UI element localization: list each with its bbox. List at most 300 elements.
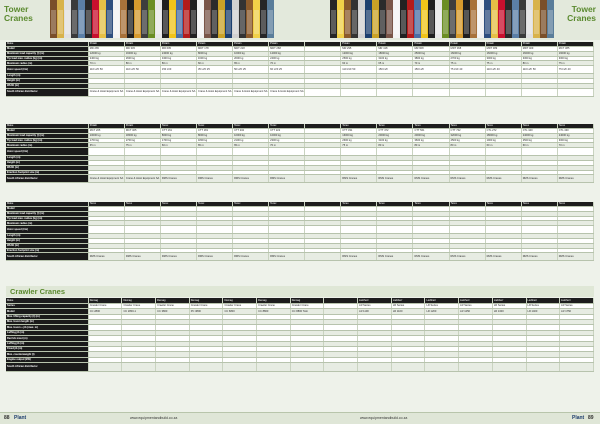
table-cell: 3100 kg: [377, 56, 413, 61]
crane-photo-strip-left: [50, 0, 274, 38]
table-cell: 24000 kg: [160, 51, 196, 56]
row-label: Derrick mast (m): [6, 336, 88, 341]
crane-photo-thumb: [267, 0, 274, 38]
table-cell: RMS Cranes: [88, 253, 124, 261]
table-cell: 8000 kg: [160, 133, 196, 138]
table-cell: LR Series: [526, 303, 560, 308]
row-label: South African distributor: [6, 253, 88, 261]
table-cell: MD 345: [124, 47, 160, 52]
column-header: Terex: [485, 124, 521, 129]
crane-photo-thumb: [155, 0, 162, 38]
crane-photo-thumb: [85, 0, 92, 38]
table-cell: 80 m: [413, 143, 449, 148]
table-cell: RMS Cranes: [341, 253, 377, 261]
table-cell: Crane & Hoist Equipment SA: [196, 88, 232, 96]
table-cell: 3400 kg: [160, 56, 196, 61]
table-cell: [413, 88, 449, 96]
table-cell: 70 m: [557, 143, 593, 148]
table-cell: 16000 kg: [485, 51, 521, 56]
table-cell: CTT 561: [413, 129, 449, 134]
column-header: Terex: [449, 124, 485, 129]
column-header: Terex: [233, 124, 269, 129]
table-cell: RMS Cranes: [196, 175, 232, 183]
table-cell: RMS Cranes: [341, 175, 377, 183]
tower-cranes-table-2: [6, 124, 594, 183]
crane-photo-thumb: [344, 0, 351, 38]
table-cell: [88, 226, 124, 234]
column-header: Terex: [341, 202, 377, 207]
table-cell: [521, 226, 557, 234]
crane-photo-thumb: [491, 0, 498, 38]
table-cell: 3000 kg: [557, 56, 593, 61]
table-cell: RMS Cranes: [485, 175, 521, 183]
table-cell: RMS Cranes: [521, 175, 557, 183]
table-cell: 10000 kg: [88, 133, 124, 138]
table-cell: 8000 kg: [196, 133, 232, 138]
column-header: Terex: [196, 124, 232, 129]
column-header: Liebherr: [391, 298, 425, 303]
table-cell: [425, 363, 459, 372]
table-cell: 2500 kg: [341, 56, 377, 61]
table-cell: 65 m: [233, 61, 269, 66]
table-cell: 75 LVF 40: [557, 66, 593, 74]
table-cell: [233, 148, 269, 156]
table-cell: [521, 88, 557, 96]
crane-photo-thumb: [484, 0, 491, 38]
row-label: Max. counterweight (t): [6, 352, 88, 357]
table-cell: [377, 88, 413, 96]
column-header: Potain: [413, 42, 449, 47]
table-cell: [305, 148, 341, 156]
table-cell: [449, 226, 485, 234]
table-cell: [377, 226, 413, 234]
table-cell: 80 m: [377, 143, 413, 148]
table-cell: 2400 kg: [269, 56, 305, 61]
row-label: Model: [6, 129, 88, 134]
row-label: Max. boom length (m): [6, 320, 88, 325]
table-cell: [124, 148, 160, 156]
table-cell: 20000 kg: [377, 133, 413, 138]
column-header: Potain: [377, 42, 413, 47]
table-cell: 65 m: [88, 143, 124, 148]
table-cell: [269, 226, 305, 234]
table-cell: Crawler Crane: [88, 303, 122, 308]
table-cell: RMS Cranes: [124, 253, 160, 261]
column-header: Potain: [449, 42, 485, 47]
table-cell: 12000 kg: [88, 51, 124, 56]
spec-table: [6, 42, 594, 97]
table-cell: [557, 226, 593, 234]
crane-photo-thumb: [127, 0, 134, 38]
table-cell: 1700 kg: [88, 138, 124, 143]
table-cell: 2600 kg: [124, 56, 160, 61]
table-cell: LR 1300: [492, 309, 526, 314]
table-cell: MDT 409: [521, 47, 557, 52]
table-cell: 65 m: [196, 143, 232, 148]
crane-photo-thumb: [365, 0, 372, 38]
column-header: Potain: [160, 42, 196, 47]
crane-photo-thumb: [211, 0, 218, 38]
row-label: Maximum radius (m): [6, 61, 88, 66]
row-label: Width (m): [6, 83, 88, 88]
table-cell: LR 1250: [459, 309, 493, 314]
table-cell: [521, 148, 557, 156]
column-header: Potain: [88, 42, 124, 47]
table-cell: [156, 363, 190, 372]
column-header: Terex: [377, 202, 413, 207]
table-cell: [449, 88, 485, 96]
table-cell: [269, 148, 305, 156]
table-cell: RMS Cranes: [269, 253, 305, 261]
table-cell: CC 8800: [257, 309, 291, 314]
crane-photo-thumb: [190, 0, 197, 38]
crane-photo-thumb: [351, 0, 358, 38]
table-cell: MDT 368: [449, 47, 485, 52]
column-header: Potain: [485, 42, 521, 47]
tower-cranes-table-3: [6, 202, 594, 261]
crane-photo-thumb: [435, 0, 442, 38]
row-label: Hoist speed (t/m): [6, 148, 88, 156]
table-cell: [413, 148, 449, 156]
table-cell: RMS Cranes: [521, 253, 557, 261]
crane-photo-thumb: [260, 0, 267, 38]
table-cell: 3600 kg: [413, 138, 449, 143]
table-cell: 10000 kg: [233, 51, 269, 56]
table-cell: 16000 kg: [124, 51, 160, 56]
footer-url-right[interactable]: www.equipmentandbuild.co.za: [360, 416, 408, 420]
row-label: Maximum radius (m): [6, 221, 88, 226]
table-row: [6, 226, 594, 234]
table-cell: [358, 363, 392, 372]
table-cell: CTT 202: [233, 129, 269, 134]
table-cell: Crawler Crane: [122, 303, 156, 308]
table-cell: LR 1200: [425, 309, 459, 314]
table-cell: CC 3800: [156, 309, 190, 314]
table-cell: Crawler Crane: [223, 303, 257, 308]
table-cell: CTT 702: [449, 129, 485, 134]
column-header: Terex: [269, 124, 305, 129]
table-cell: RMS Cranes: [160, 253, 196, 261]
column-header: Demag: [122, 298, 156, 303]
table-cell: 70 m: [88, 61, 124, 66]
table-cell: RMS Cranes: [557, 253, 593, 261]
table-row: [6, 175, 594, 183]
crane-photo-thumb: [519, 0, 526, 38]
table-cell: CTT 181: [196, 129, 232, 134]
tower-cranes-table-1: [6, 42, 594, 97]
table-cell: CTT 472: [377, 129, 413, 134]
row-label: Maximum load capacity (t) (m): [6, 51, 88, 56]
row-label: Erection footprint size (m): [6, 170, 88, 175]
row-label: Length (m): [6, 74, 88, 79]
table-cell: MR 418: [377, 47, 413, 52]
table-cell: 18000 kg: [377, 51, 413, 56]
table-cell: 10000 kg: [233, 133, 269, 138]
table-cell: 24000 kg: [521, 133, 557, 138]
table-cell: 75 m: [124, 143, 160, 148]
crane-photo-thumb: [148, 0, 155, 38]
column-header: Demag: [223, 298, 257, 303]
row-label: Max. boom + jib (max. m): [6, 325, 88, 330]
crane-photo-thumb: [141, 0, 148, 38]
row-label: Max. lifting capacity (t) (m): [6, 314, 88, 319]
row-label: South African distributor: [6, 363, 88, 372]
column-header: Terex: [485, 202, 521, 207]
table-cell: 3100 kg: [377, 138, 413, 143]
table-cell: CTT 222: [269, 129, 305, 134]
table-cell: 75 m: [485, 61, 521, 66]
table-cell: 60 m: [521, 143, 557, 148]
table-cell: 60 m: [160, 143, 196, 148]
table-cell: 70 m: [413, 61, 449, 66]
table-cell: 2400 kg: [88, 56, 124, 61]
table-row: [6, 88, 594, 96]
table-cell: LR Series: [358, 303, 392, 308]
table-cell: 75 m: [341, 143, 377, 148]
spec-table: [6, 124, 594, 183]
table-cell: 80 m: [160, 61, 196, 66]
table-cell: [124, 226, 160, 234]
crane-photo-thumb: [400, 0, 407, 38]
table-cell: 80 m: [521, 61, 557, 66]
crane-photo-thumb: [162, 0, 169, 38]
table-cell: [377, 148, 413, 156]
table-cell: Crane & Hoist Equipment SA: [269, 88, 305, 96]
column-header: Terex: [449, 202, 485, 207]
row-label: Luffing jib (m): [6, 341, 88, 346]
table-cell: 75 LVF 40: [449, 66, 485, 74]
table-cell: MR 295: [341, 47, 377, 52]
table-cell: 35 LVF 25: [196, 66, 232, 74]
table-cell: 1900 kg: [485, 138, 521, 143]
table-cell: [305, 66, 341, 74]
table-cell: [341, 226, 377, 234]
table-cell: [305, 88, 341, 96]
table-cell: CC 2800-1: [122, 309, 156, 314]
table-cell: 4500 kg: [449, 138, 485, 143]
row-label: Tip load max. radius (kg) (m): [6, 138, 88, 143]
table-cell: [485, 148, 521, 156]
table-cell: CTL 430: [557, 129, 593, 134]
table-cell: Crane & Hoist Equipment SA: [88, 175, 124, 183]
column-header: Terex: [521, 124, 557, 129]
table-cell: 150 LVF: [160, 66, 196, 74]
table-cell: LR Series: [492, 303, 526, 308]
table-cell: CC 8800 Twin: [290, 309, 324, 314]
table-cell: [160, 148, 196, 156]
table-cell: [305, 175, 341, 183]
crane-photo-thumb: [218, 0, 225, 38]
column-header: Demag: [156, 298, 190, 303]
table-cell: PC 3800: [189, 309, 223, 314]
table-cell: 2700 kg: [124, 138, 160, 143]
table-cell: 2700 kg: [449, 56, 485, 61]
table-cell: 18000 kg: [485, 133, 521, 138]
column-header: Potain: [196, 42, 232, 47]
table-cell: Crane & Hoist Equipment SA: [124, 88, 160, 96]
column-header: Liebherr: [459, 298, 493, 303]
row-label: Luffing jib (m): [6, 330, 88, 335]
crane-photo-thumb: [50, 0, 57, 38]
table-cell: RMS Cranes: [269, 175, 305, 183]
table-cell: [305, 253, 341, 261]
table-cell: 24000 kg: [557, 133, 593, 138]
row-label: Series: [6, 303, 88, 308]
column-header: Demag: [189, 298, 223, 303]
table-cell: 1800 kg: [196, 138, 232, 143]
table-cell: 3000 kg: [557, 138, 593, 143]
table-cell: LR Series: [391, 303, 425, 308]
table-cell: 75 m: [449, 61, 485, 66]
column-header: Terex: [557, 124, 593, 129]
table-cell: 60 LVF 25: [269, 66, 305, 74]
row-label: South African distributor: [6, 88, 88, 96]
section-title-tower-cranes-left: Tower Cranes: [4, 4, 33, 23]
row-label: Maximum radius (m): [6, 143, 88, 148]
table-cell: MDT 178: [196, 47, 232, 52]
column-header: Potain: [341, 42, 377, 47]
row-label: Height (m): [6, 79, 88, 84]
crane-photo-thumb: [232, 0, 239, 38]
crane-photo-thumb: [498, 0, 505, 38]
row-label: Model: [6, 47, 88, 52]
table-cell: Crane & Hoist Equipment SA: [88, 88, 124, 96]
table-cell: 25000 kg: [413, 51, 449, 56]
table-cell: MDT 218: [233, 47, 269, 52]
table-cell: CTT 331: [341, 129, 377, 134]
table-cell: 60 m: [196, 61, 232, 66]
row-label: Maximum load capacity (t) (m): [6, 133, 88, 138]
column-header: Make: [6, 42, 88, 47]
row-label: Width (m): [6, 165, 88, 170]
table-cell: Crawler Crane: [290, 303, 324, 308]
table-cell: LR 1100: [358, 309, 392, 314]
table-cell: RMS Cranes: [485, 253, 521, 261]
section-title-crawler-cranes: Crawler Cranes: [6, 286, 594, 297]
crane-photo-thumb: [505, 0, 512, 38]
column-header: Terex: [377, 124, 413, 129]
crane-photo-thumb: [414, 0, 421, 38]
table-cell: 3300 kg: [521, 56, 557, 61]
column-header: Terex: [557, 202, 593, 207]
crane-photo-thumb: [407, 0, 414, 38]
crane-photo-thumb: [71, 0, 78, 38]
table-cell: 20000 kg: [413, 133, 449, 138]
table-cell: CTT 161: [160, 129, 196, 134]
table-cell: 80 m: [124, 61, 160, 66]
table-cell: 16000 kg: [341, 133, 377, 138]
table-cell: 110 LVF 50: [88, 66, 124, 74]
crane-photo-thumb: [64, 0, 71, 38]
table-cell: Crane & Hoist Equipment SA: [160, 88, 196, 96]
table-cell: LR Series: [560, 303, 594, 308]
column-header: Demag: [257, 298, 291, 303]
row-label: Tip load max. radius (kg) (m): [6, 56, 88, 61]
table-cell: [485, 226, 521, 234]
column-header: Terex: [413, 202, 449, 207]
column-header: Make: [6, 124, 88, 129]
table-cell: [341, 148, 377, 156]
table-cell: 16000 kg: [557, 51, 593, 56]
crane-photo-thumb: [204, 0, 211, 38]
column-header: Make: [6, 298, 88, 303]
crane-photo-thumb: [470, 0, 477, 38]
table-cell: LR 1160: [391, 309, 425, 314]
table-cell: RMS Cranes: [196, 253, 232, 261]
table-cell: 60 m: [485, 143, 521, 148]
footer: [0, 412, 600, 424]
column-header: Potain: [269, 42, 305, 47]
spec-table: [6, 202, 594, 261]
table-cell: 70 m: [269, 143, 305, 148]
table-cell: Crawler Crane: [156, 303, 190, 308]
table-cell: [557, 148, 593, 156]
table-cell: LR 1400: [526, 309, 560, 314]
row-label: Tip load max. radius (kg) (m): [6, 216, 88, 221]
table-cell: 16000 kg: [449, 51, 485, 56]
row-label: Maximum load capacity (t) (m): [6, 211, 88, 216]
column-header: Potain: [521, 42, 557, 47]
crane-photo-thumb: [99, 0, 106, 38]
crane-photo-thumb: [421, 0, 428, 38]
crane-photo-thumb: [169, 0, 176, 38]
table-cell: [122, 363, 156, 372]
table-row: [6, 253, 594, 261]
table-cell: MR 608: [413, 47, 449, 52]
row-label: Fixed jib (m): [6, 347, 88, 352]
column-header: Potain: [124, 124, 160, 129]
crane-photo-thumb: [512, 0, 519, 38]
crane-photo-thumb: [533, 0, 540, 38]
crane-photo-thumb: [330, 0, 337, 38]
row-label: Model: [6, 207, 88, 212]
column-header: Terex: [196, 202, 232, 207]
column-header: Liebherr: [492, 298, 526, 303]
footer-url-left[interactable]: www.equipmentandbuild.co.za: [130, 416, 178, 420]
table-cell: [88, 363, 122, 372]
table-cell: MCT 205: [88, 129, 124, 134]
table-cell: RMS Cranes: [160, 175, 196, 183]
table-cell: 2600 kg: [341, 138, 377, 143]
column-header: Terex: [413, 124, 449, 129]
column-header: Make: [6, 202, 88, 207]
table-cell: CTL 340: [521, 129, 557, 134]
table-cell: RMS Cranes: [377, 175, 413, 183]
table-cell: 1600 kg: [196, 56, 232, 61]
table-row: [6, 363, 594, 372]
table-cell: [324, 363, 358, 372]
table-cell: 2500 kg: [521, 138, 557, 143]
crane-photo-thumb: [463, 0, 470, 38]
table-cell: RMS Cranes: [449, 253, 485, 261]
row-label: Erection footprint size (m): [6, 248, 88, 253]
crane-photo-thumb: [372, 0, 379, 38]
table-cell: CC 6800: [223, 309, 257, 314]
crane-photo-thumb: [106, 0, 113, 38]
plant-logo-right: Plant: [572, 415, 585, 421]
table-cell: [160, 226, 196, 234]
spec-table: [6, 298, 594, 372]
table-cell: 8000 kg: [196, 51, 232, 56]
table-cell: MCT 325: [124, 129, 160, 134]
crane-photo-thumb: [134, 0, 141, 38]
table-cell: [290, 363, 324, 372]
crane-photo-thumb: [183, 0, 190, 38]
table-cell: [196, 226, 232, 234]
plant-logo-left: Plant: [14, 415, 27, 421]
table-cell: [485, 88, 521, 96]
table-cell: LR 1750: [560, 309, 594, 314]
